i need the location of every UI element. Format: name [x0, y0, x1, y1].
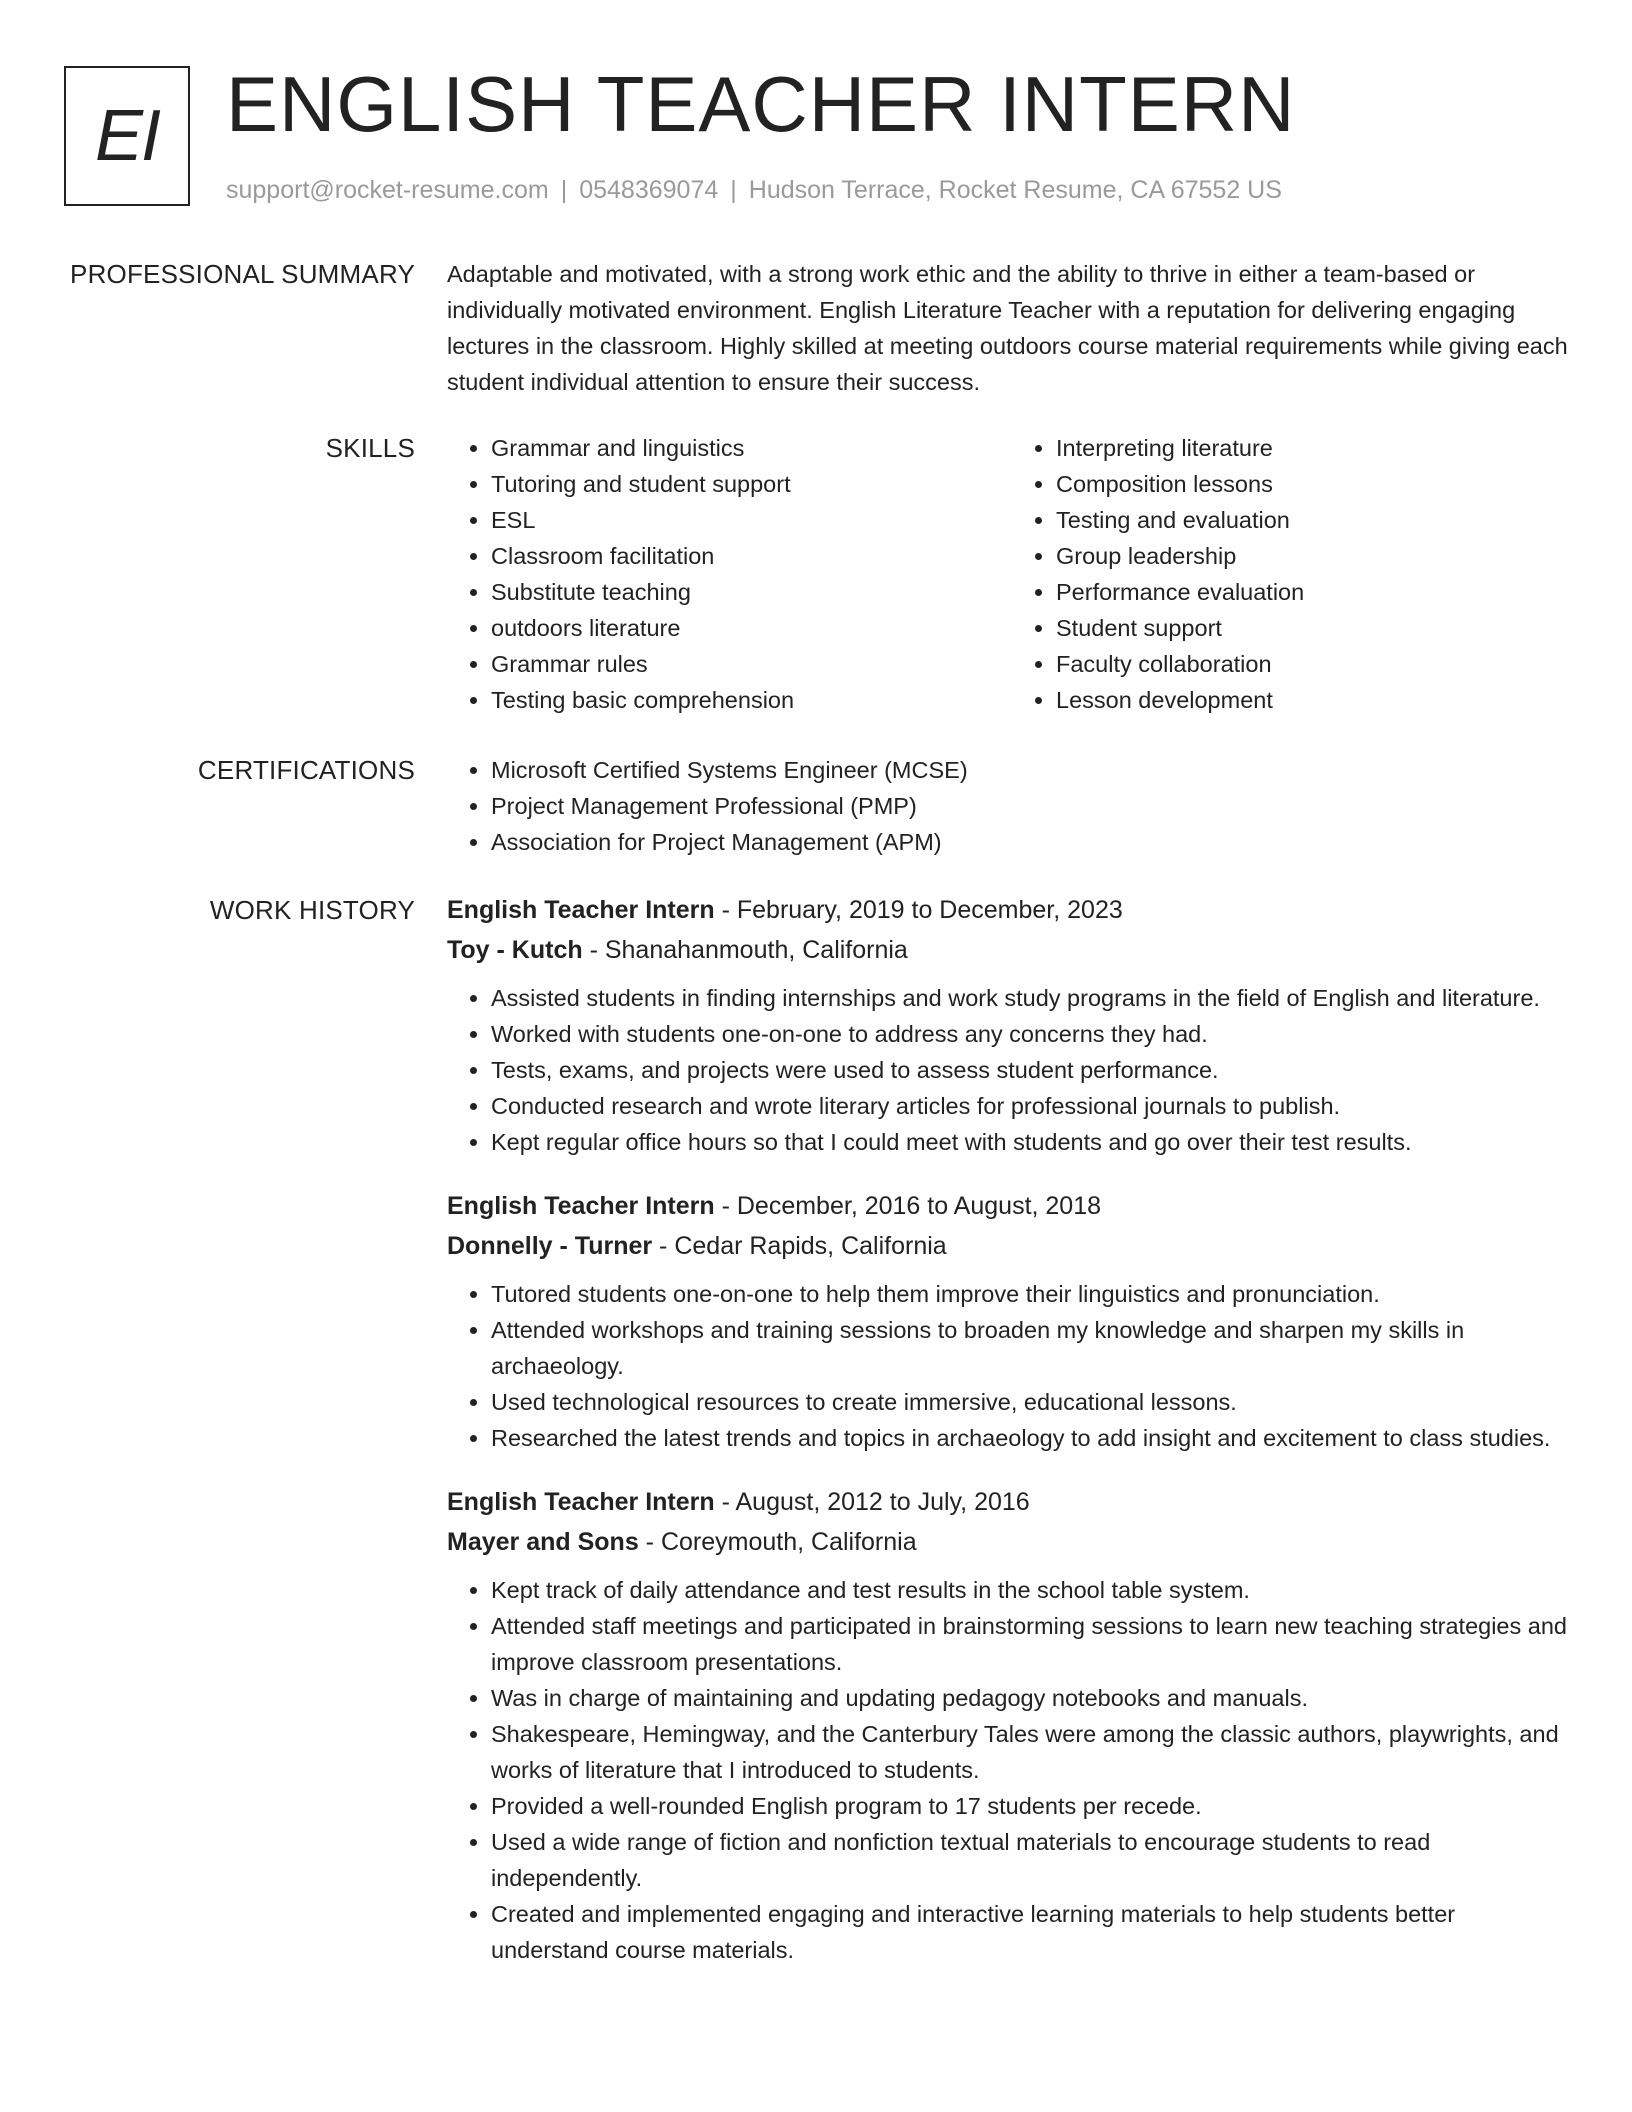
- section-label-summary: PROFESSIONAL SUMMARY: [70, 259, 415, 289]
- certification-item: • Project Management Professional (PMP): [491, 788, 1577, 824]
- job-bullet: • Used technological resources to create immersive, educational lessons.: [491, 1384, 1577, 1420]
- job-location: - Coreymouth, California: [638, 1528, 917, 1556]
- job-bullet: • Worked with students one-on-one to address any concerns they had.: [491, 1016, 1577, 1052]
- job-entry: [447, 1482, 1577, 1968]
- skill-item: • outdoors literature: [491, 610, 1012, 646]
- job-bullet: • Created and implemented engaging and interactive learning materials to help students better understand course materials.: [491, 1896, 1577, 1968]
- resume-header: [64, 60, 1584, 216]
- job-bullet: • Tests, exams, and projects were used to assess student performance.: [491, 1052, 1577, 1088]
- job-bullet: • Kept regular office hours so that I could meet with students and go over their test results.: [491, 1124, 1577, 1160]
- job-bullet: • Assisted students in finding internships and work study programs in the field of English and literature.: [491, 980, 1577, 1016]
- skill-item: • Lesson development: [1056, 682, 1577, 718]
- skill-item: • Tutoring and student support: [491, 466, 1012, 502]
- job-title: English Teacher Intern: [447, 896, 715, 924]
- job-dates: - February, 2019 to December, 2023: [714, 896, 1123, 924]
- skill-item: • Student support: [1056, 610, 1577, 646]
- skill-item: • Substitute teaching: [491, 574, 1012, 610]
- skill-item: • Interpreting literature: [1056, 430, 1577, 466]
- job-bullet: • Tutored students one-on-one to help them improve their linguistics and pronunciation.: [491, 1276, 1577, 1312]
- job-bullets: [447, 1276, 1577, 1456]
- job-bullet: • Kept track of daily attendance and test results in the school table system.: [491, 1572, 1577, 1608]
- contact-line: [226, 174, 1282, 207]
- job-bullet: • Conducted research and wrote literary articles for professional journals to publish.: [491, 1088, 1577, 1124]
- certification-item: • Microsoft Certified Systems Engineer (MCSE): [491, 752, 1577, 788]
- job-dates: - December, 2016 to August, 2018: [714, 1192, 1102, 1220]
- section-label-certifications: CERTIFICATIONS: [197, 755, 415, 785]
- skill-item: • Group leadership: [1056, 538, 1577, 574]
- skill-item: • Grammar and linguistics: [491, 430, 1012, 466]
- contact-separator: |: [560, 176, 568, 204]
- job-company: Mayer and Sons: [447, 1528, 639, 1556]
- job-bullets: [447, 1572, 1577, 1968]
- job-bullet: • Attended staff meetings and participated in brainstorming sessions to learn new teaching strategies and improve classroom presentations.: [491, 1608, 1577, 1680]
- summary-text: Adaptable and motivated, with a strong work ethic and the ability to thrive in either a team-based or individually motivated environment. English Literature Teacher with a reputation for delivering engaging lectures in the classroom. Highly skilled at meeting outdoors course material requirements while giving each student individual attention to ensure their success.: [447, 261, 1568, 395]
- job-entry: [447, 1186, 1577, 1456]
- skill-item: • Testing basic comprehension: [491, 682, 1012, 718]
- job-title: English Teacher Intern: [447, 1488, 715, 1516]
- skill-item: • Testing and evaluation: [1056, 502, 1577, 538]
- certifications-list: [447, 752, 1577, 860]
- job-title: English Teacher Intern: [447, 1192, 715, 1220]
- section-label-work-history: WORK HISTORY: [209, 895, 415, 925]
- page-title: ENGLISH TEACHER INTERN: [226, 60, 1296, 148]
- skills-list-left: [447, 430, 1012, 718]
- job-bullet: • Provided a well-rounded English program to 17 students per recede.: [491, 1788, 1577, 1824]
- contact-email[interactable]: support@rocket-resume.com: [226, 176, 549, 204]
- skill-item: • Classroom facilitation: [491, 538, 1012, 574]
- skill-item: • Faculty collaboration: [1056, 646, 1577, 682]
- contact-address: Hudson Terrace, Rocket Resume, CA 67552 US: [748, 176, 1282, 204]
- job-bullet: • Was in charge of maintaining and updating pedagogy notebooks and manuals.: [491, 1680, 1577, 1716]
- certification-item: • Association for Project Management (APM): [491, 824, 1577, 860]
- job-bullets: [447, 980, 1577, 1160]
- contact-phone[interactable]: 0548369074: [579, 176, 719, 204]
- skill-item: • Performance evaluation: [1056, 574, 1577, 610]
- section-label-skills: SKILLS: [325, 433, 415, 463]
- contact-separator: |: [730, 176, 737, 204]
- job-location: - Cedar Rapids, California: [652, 1232, 947, 1260]
- job-dates: - August, 2012 to July, 2016: [714, 1488, 1030, 1516]
- monogram-logo: EI: [64, 66, 190, 206]
- job-company: Donnelly - Turner: [447, 1232, 653, 1260]
- job-bullet: • Attended workshops and training sessions to broaden my knowledge and sharpen my skills in archaeology.: [491, 1312, 1577, 1384]
- job-entry: [447, 890, 1577, 1160]
- job-company: Toy - Kutch: [447, 936, 583, 964]
- job-bullet: • Researched the latest trends and topics in archaeology to add insight and excitement to class studies.: [491, 1420, 1577, 1456]
- skills-list-right: [1012, 430, 1577, 718]
- skill-item: • Grammar rules: [491, 646, 1012, 682]
- job-location: - Shanahanmouth, California: [582, 936, 908, 964]
- skill-item: • ESL: [491, 502, 1012, 538]
- job-bullet: • Used a wide range of fiction and nonfiction textual materials to encourage students to read independently.: [491, 1824, 1577, 1896]
- skill-item: • Composition lessons: [1056, 466, 1577, 502]
- job-bullet: • Shakespeare, Hemingway, and the Canterbury Tales were among the classic authors, playwrights, and works of literature that I introduced to students.: [491, 1716, 1577, 1788]
